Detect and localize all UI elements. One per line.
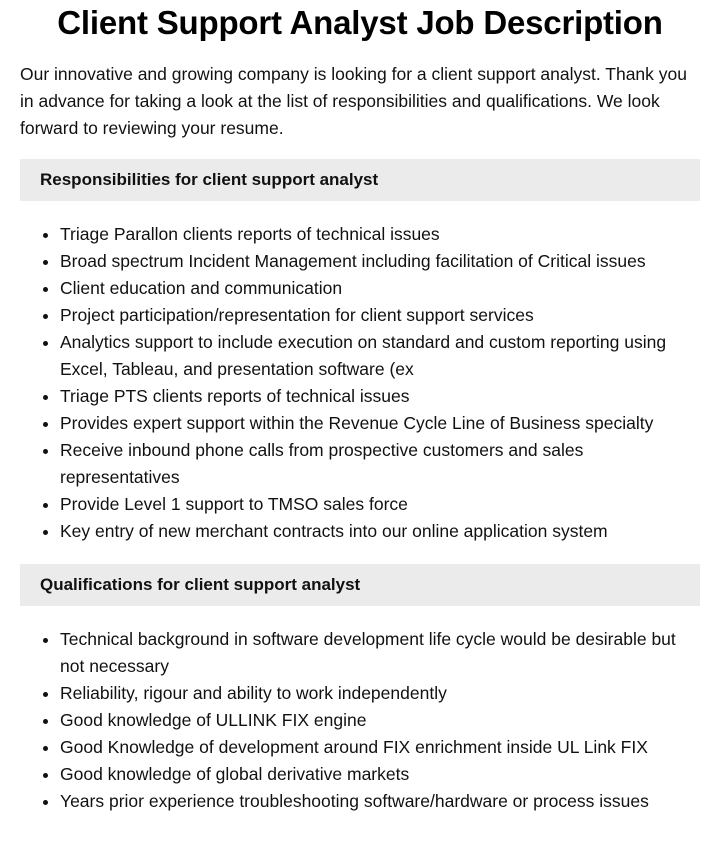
list-item: Key entry of new merchant contracts into our online application system bbox=[60, 518, 700, 545]
list-item: Good Knowledge of development around FIX enrichment inside UL Link FIX bbox=[60, 734, 700, 761]
list-item: Client education and communication bbox=[60, 275, 700, 302]
list-item: Triage PTS clients reports of technical issues bbox=[60, 383, 700, 410]
list-item: Good knowledge of ULLINK FIX engine bbox=[60, 707, 700, 734]
qualifications-heading: Qualifications for client support analyst bbox=[20, 564, 700, 606]
page-title: Client Support Analyst Job Description bbox=[57, 4, 663, 41]
list-item: Years prior experience troubleshooting software/hardware or process issues bbox=[60, 788, 700, 815]
responsibilities-heading: Responsibilities for client support analyst bbox=[20, 159, 700, 201]
list-item: Receive inbound phone calls from prospective customers and sales representatives bbox=[60, 437, 700, 491]
list-item: Technical background in software development life cycle would be desirable but not necessary bbox=[60, 626, 700, 680]
list-item: Good knowledge of global derivative markets bbox=[60, 761, 700, 788]
intro-paragraph: Our innovative and growing company is looking for a client support analyst. Thank you in advance for taking a look at the list of responsibilities and qualifications. We look forward to reviewing your resume. bbox=[20, 64, 687, 138]
list-item: Analytics support to include execution on standard and custom reporting using Excel, Tableau, and presentation software (ex bbox=[60, 329, 700, 383]
list-item: Broad spectrum Incident Management including facilitation of Critical issues bbox=[60, 248, 700, 275]
responsibilities-list bbox=[20, 221, 700, 545]
list-item: Provide Level 1 support to TMSO sales force bbox=[60, 491, 700, 518]
list-item: Reliability, rigour and ability to work independently bbox=[60, 680, 700, 707]
list-item: Triage Parallon clients reports of technical issues bbox=[60, 221, 700, 248]
list-item: Provides expert support within the Revenue Cycle Line of Business specialty bbox=[60, 410, 700, 437]
qualifications-list bbox=[20, 626, 700, 815]
list-item: Project participation/representation for client support services bbox=[60, 302, 700, 329]
